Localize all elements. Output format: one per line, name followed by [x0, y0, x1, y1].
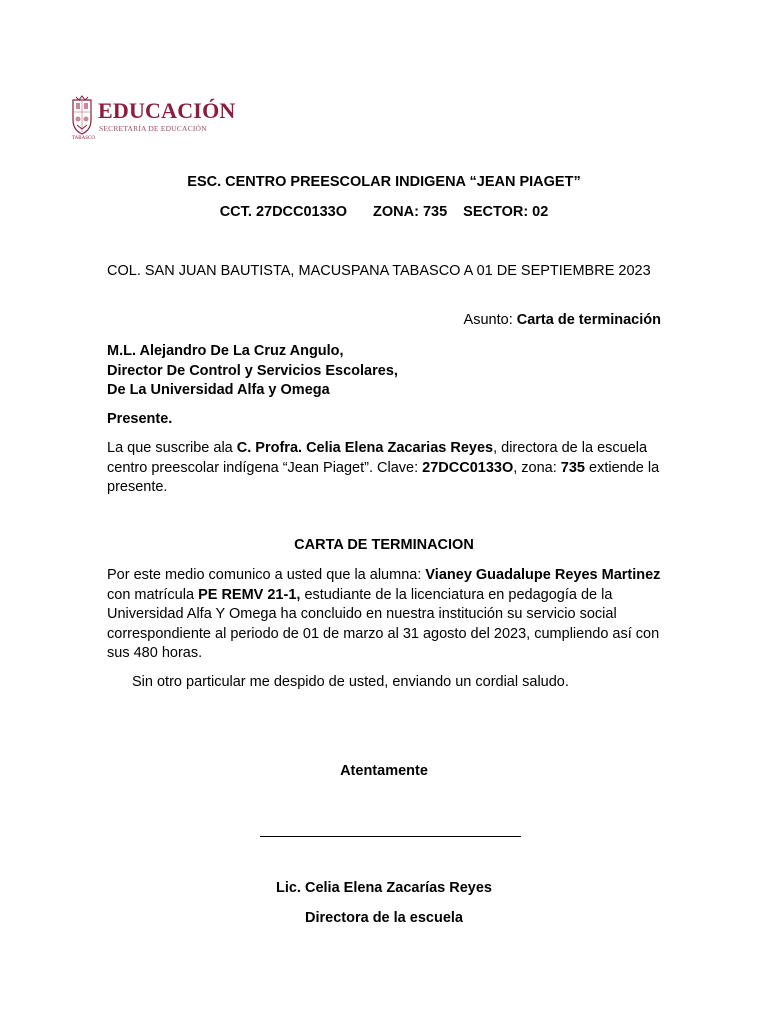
asunto-value: Carta de terminación: [516, 312, 661, 328]
asunto-label: Asunto:: [463, 312, 513, 328]
school-codes: [0, 204, 768, 220]
signer-role: Directora de la escuela: [305, 910, 463, 926]
recipient-line-1: M.L. Alejandro De La Cruz Angulo,: [107, 343, 344, 359]
recipient-line-3: De La Universidad Alfa y Omega: [107, 382, 330, 398]
intro-paragraph: [107, 439, 663, 498]
place-date: COL. SAN JUAN BAUTISTA, MACUSPANA TABASCO A 01 DE SEPTIEMBRE 2023: [107, 263, 651, 279]
body-paragraph: [107, 566, 663, 664]
school-name: ESC. CENTRO PREESCOLAR INDIGENA “JEAN PIAGET”: [187, 174, 581, 190]
closing-word: Atentamente: [340, 763, 428, 779]
intro-clave: 27DCC0133O: [422, 459, 514, 476]
intro-text-1: La que suscribe ala: [107, 440, 237, 456]
education-logo: [70, 94, 236, 144]
intro-text-4: extiende la presente.: [107, 459, 660, 495]
intro-zona: 735: [560, 459, 585, 476]
recipient-line-2: Director De Control y Servicios Escolares,: [107, 362, 398, 379]
sector-code: SECTOR: 02: [463, 204, 549, 220]
recipient-block: [107, 342, 663, 401]
zona-code: ZONA: 735: [373, 204, 448, 220]
signature-line: [260, 836, 521, 837]
tabasco-seal-icon: [70, 94, 94, 136]
intro-text-2: , directora de la escuela centro preescolar indígena “Jean Piaget”. Clave:: [107, 440, 648, 476]
asunto-line: [464, 312, 661, 328]
logo-state: TABASCO: [72, 136, 95, 141]
student-matricula: PE REMV 21-1,: [198, 586, 301, 603]
body-text-2: con matrícula: [107, 586, 199, 603]
cct-code: CCT. 27DCC0133O: [219, 204, 348, 220]
logo-brand: EDUCACIÓN: [98, 98, 236, 123]
director-name: C. Profra. Celia Elena Zacarias Reyes: [236, 440, 494, 456]
logo-subtitle: SECRETARÍA DE EDUCACIÓN: [99, 124, 207, 133]
letter-title: CARTA DE TERMINACION: [294, 537, 474, 553]
body-text-3: estudiante de la licenciatura en pedagogía de la Universidad Alfa Y Omega ha concluido en nuestra institución su servicio social correspondiente al periodo de 01 de marzo al 31 agosto del 2023, cumpliendo así con sus 480 horas.: [107, 586, 660, 661]
presente-greeting: Presente.: [107, 411, 173, 427]
student-name: Vianey Guadalupe Reyes Martinez: [425, 567, 661, 583]
signer-name: Lic. Celia Elena Zacarías Reyes: [275, 880, 492, 896]
body-text-1: Por este medio comunico a usted que la alumna:: [107, 567, 426, 583]
intro-text-3: , zona:: [513, 459, 561, 476]
closing-salutation: Sin otro particular me despido de usted, enviando un cordial saludo.: [132, 674, 569, 690]
